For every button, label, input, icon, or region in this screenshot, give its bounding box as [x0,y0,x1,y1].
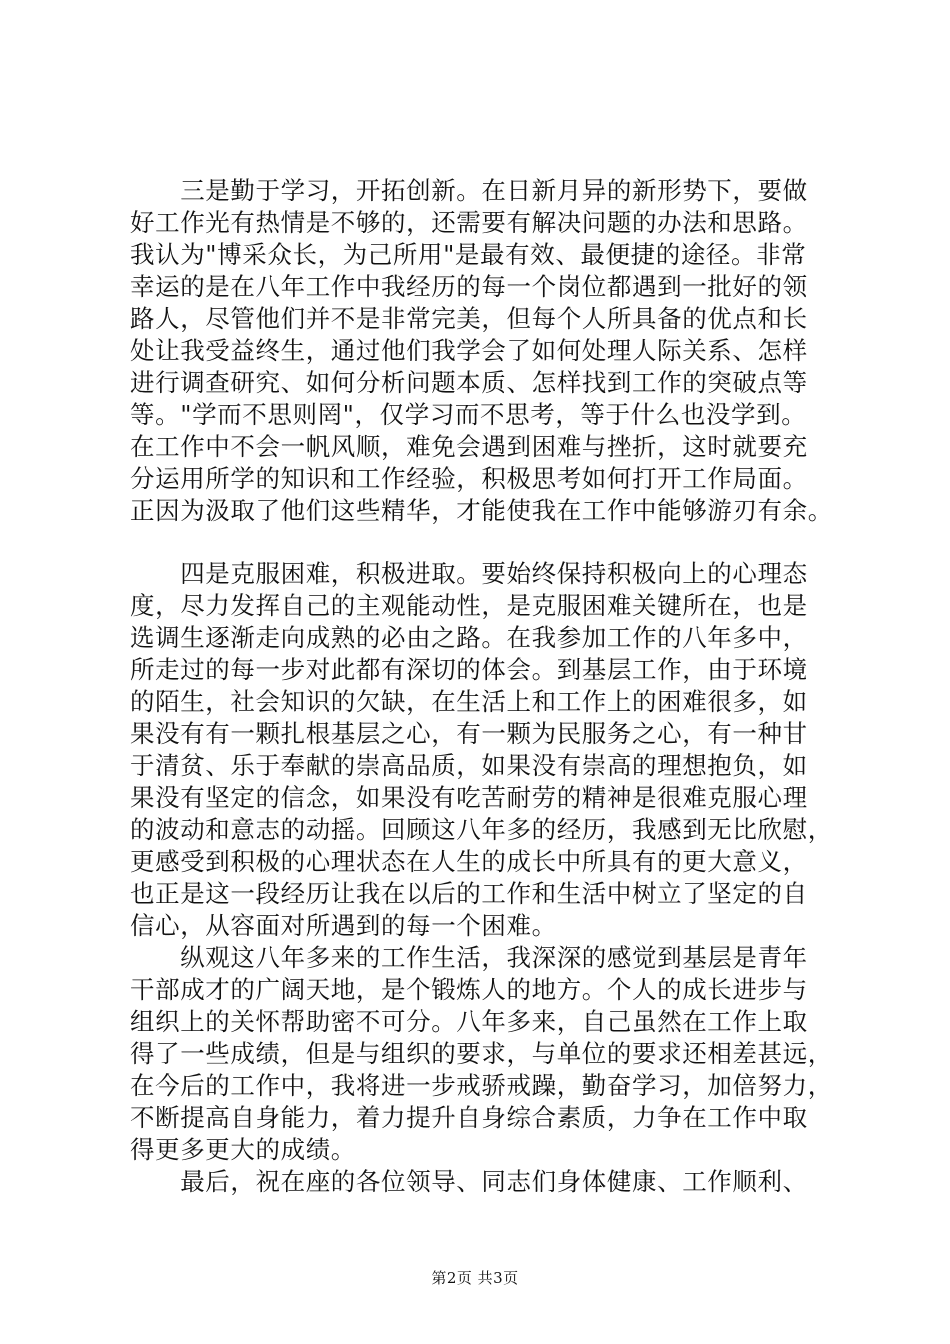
text-line: 更感受到积极的心理状态在人生的成长中所具有的更大意义， [130,847,808,876]
text-line: 也正是这一段经历让我在以后的工作和生活中树立了坚定的自 [130,879,808,908]
text-line: 信心，从容面对所遇到的每一个困难。 [130,911,557,940]
text-line: 路人，尽管他们并不是非常完美，但每个人所具备的优点和长 [130,304,808,333]
text-line: 果没有坚定的信念，如果没有吃苦耐劳的精神是很难克服心理 [130,783,808,812]
text-line: 于清贫、乐于奉献的崇高品质，如果没有崇高的理想抱负，如 [130,751,808,780]
text-line: 等。"学而不思则罔"，仅学习而不思考，等于什么也没学到。 [130,400,807,429]
text-line: 在今后的工作中，我将进一步戒骄戒躁，勤奋学习，加倍努力， [130,1071,833,1100]
text-line: 我认为"博采众长，为己所用"是最有效、最便捷的途径。非常 [130,240,807,269]
text-line: 进行调查研究、如何分析问题本质、怎样找到工作的突破点等 [130,368,808,397]
text-line: 四是克服困难，积极进取。要始终保持积极向上的心理态 [130,559,808,588]
text-line: 正因为汲取了他们这些精华，才能使我在工作中能够游刃有余。 [130,496,833,525]
text-line: 好工作光有热情是不够的，还需要有解决问题的办法和思路。 [130,208,808,237]
text-line: 的波动和意志的动摇。回顾这八年多的经历，我感到无比欣慰， [130,815,833,844]
text-line: 得了一些成绩，但是与组织的要求，与单位的要求还相差甚远， [130,1039,833,1068]
text-line: 在工作中不会一帆风顺，难免会遇到困难与挫折，这时就要充 [130,432,808,461]
text-line: 分运用所学的知识和工作经验，积极思考如何打开工作局面。 [130,464,808,493]
text-line: 干部成才的广阔天地，是个锻炼人的地方。个人的成长进步与 [130,975,808,1004]
text-line: 最后，祝在座的各位领导、同志们身体健康、工作顺利、 [130,1167,808,1196]
text-line: 度，尽力发挥自己的主观能动性，是克服困难关键所在，也是 [130,591,808,620]
text-line: 纵观这八年多来的工作生活，我深深的感觉到基层是青年 [130,943,808,972]
text-line: 组织上的关怀帮助密不可分。八年多来，自己虽然在工作上取 [130,1007,808,1036]
text-line: 幸运的是在八年工作中我经历的每一个岗位都遇到一批好的领 [130,272,808,301]
page-number-footer: 第2页 共3页 [431,1269,519,1287]
text-line: 所走过的每一步对此都有深切的体会。到基层工作，由于环境 [130,655,808,684]
text-line: 不断提高自身能力，着力提升自身综合素质，力争在工作中取 [130,1103,808,1132]
text-line: 选调生逐渐走向成熟的必由之路。在我参加工作的八年多中， [130,623,808,652]
text-line: 的陌生，社会知识的欠缺，在生活上和工作上的困难很多，如 [130,687,808,716]
text-line: 三是勤于学习，开拓创新。在日新月异的新形势下，要做 [130,176,808,205]
text-line: 果没有有一颗扎根基层之心，有一颗为民服务之心，有一种甘 [130,719,808,748]
text-line: 得更多更大的成绩。 [130,1135,356,1164]
text-line: 处让我受益终生，通过他们我学会了如何处理人际关系、怎样 [130,336,808,365]
